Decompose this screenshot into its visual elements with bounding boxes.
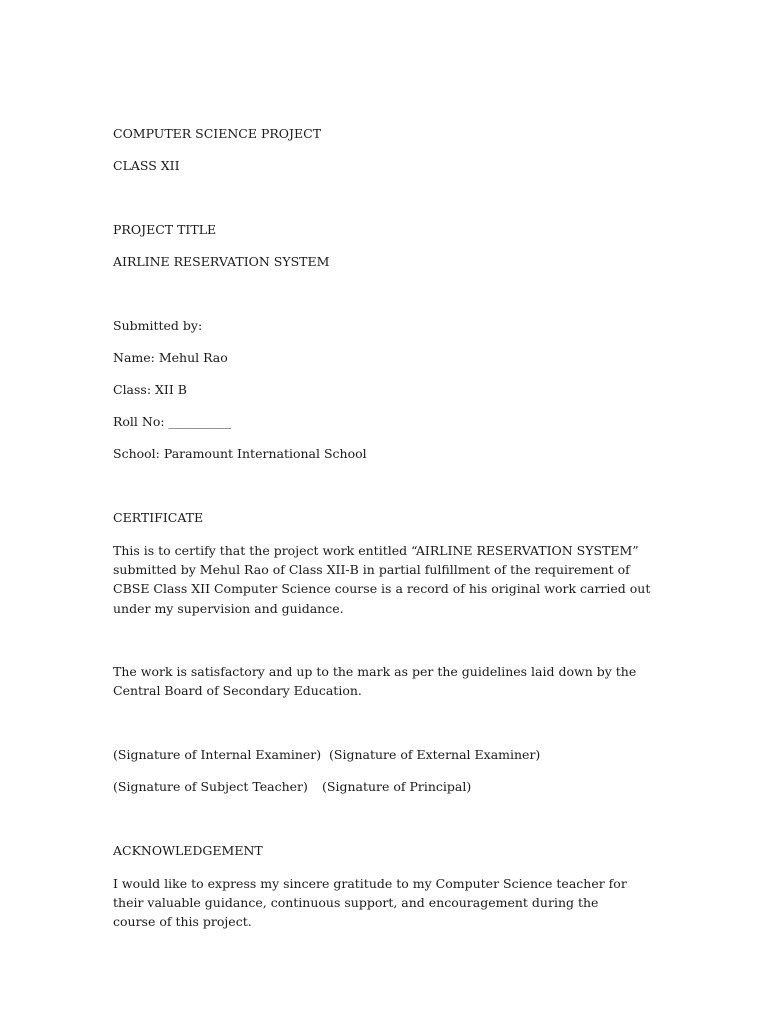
acknowledgement-paragraph: I would like to express my sincere gratitude to my Computer Science teacher for their valuable guidance, continuous support, and encouragement during the course of this project. [113,876,627,930]
school-name: School: Paramount International School [113,446,367,461]
certificate-approval-paragraph: The work is satisfactory and up to the mark as per the guidelines laid down by the Central Board of Secondary Education. [113,664,637,699]
submitted-by-label: Submitted by: [113,318,203,333]
signature-row-teacher-principal [113,779,673,795]
certificate-paragraph: This is to certify that the project work entitled “AIRLINE RESERVATION SYSTEM” submitted by Mehul Rao of Class XII-B in partial fulfillment of the requirement of CBSE Class XII Computer Science course is a record of his original work carried out under my supervision and guidance. [113,543,651,616]
class-line: CLASS XII [113,158,180,173]
acknowledgement-heading: ACKNOWLEDGEMENT [113,843,263,858]
signature-subject-teacher: (Signature of Subject Teacher) [113,779,308,794]
signature-external-examiner: (Signature of External Examiner) [329,747,541,762]
signature-principal: (Signature of Principal) [322,779,472,794]
roll-number: Roll No: __________ [113,414,232,429]
student-name: Name: Mehul Rao [113,350,228,365]
document-heading: COMPUTER SCIENCE PROJECT [113,126,322,141]
signature-row-examiners [113,747,673,763]
student-class: Class: XII B [113,382,187,397]
signature-internal-examiner: (Signature of Internal Examiner) [113,747,322,762]
project-title-label: PROJECT TITLE [113,222,217,237]
certificate-heading: CERTIFICATE [113,510,204,525]
project-title: AIRLINE RESERVATION SYSTEM [113,254,330,269]
